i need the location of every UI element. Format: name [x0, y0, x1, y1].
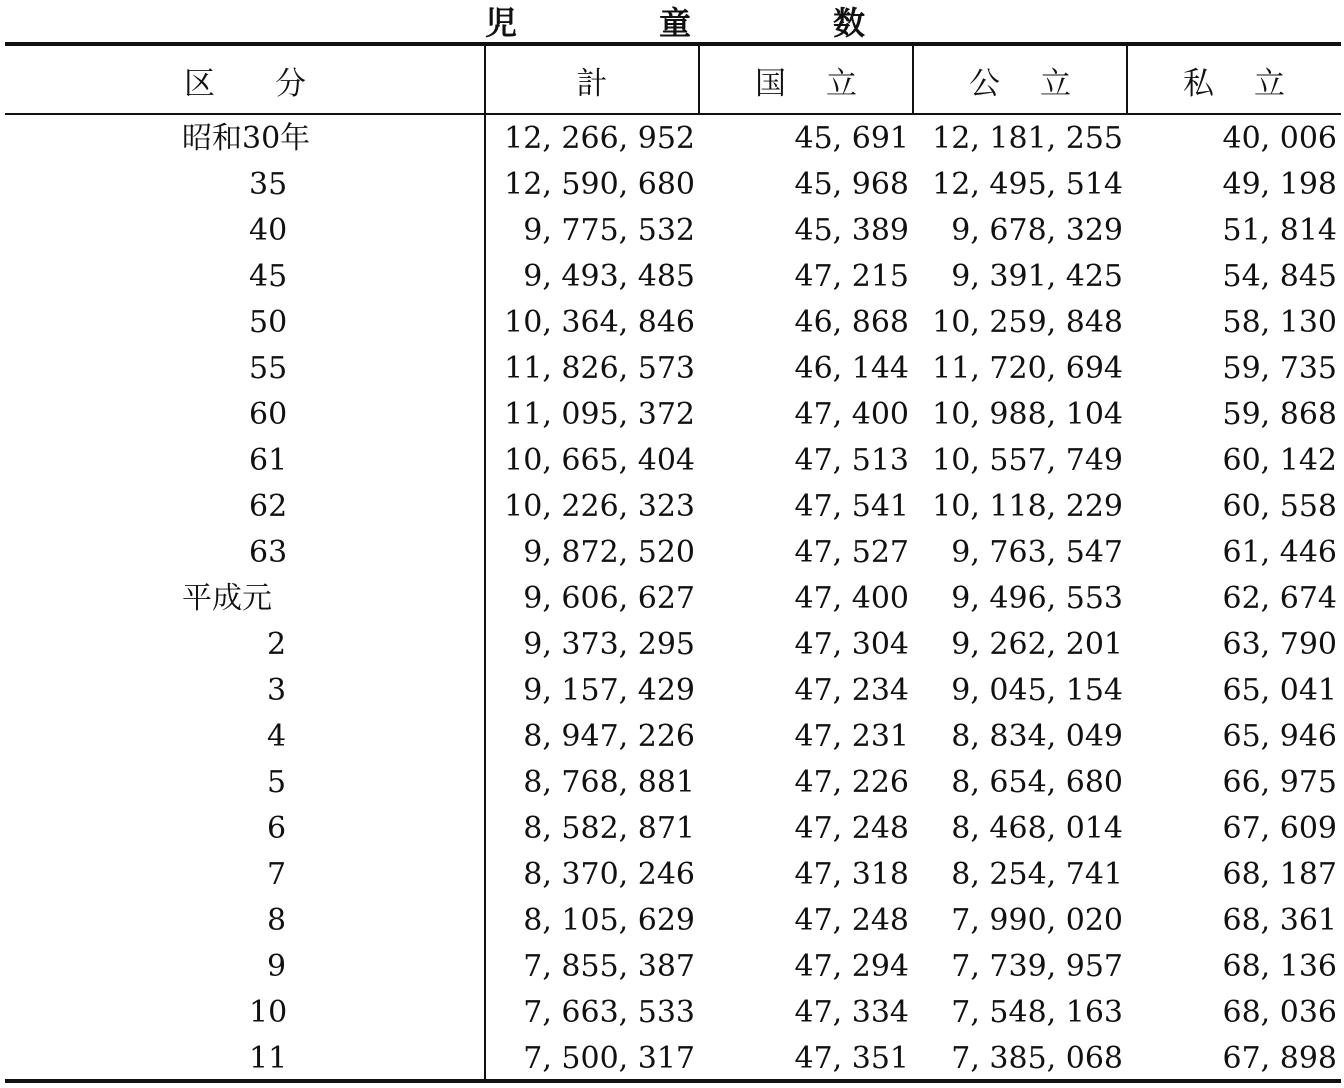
cell-national: 46, 868 [794, 305, 909, 340]
cell-national: 47, 527 [794, 535, 909, 570]
row-label: 9 [267, 949, 287, 984]
row-label-cell [5, 484, 485, 530]
row-label-cell [5, 300, 485, 346]
cell-private: 65, 946 [1222, 719, 1337, 754]
row-label: 61 [249, 443, 288, 478]
title-char: 数 [832, 4, 865, 42]
header-public-char: 立 [1040, 65, 1071, 102]
cell-private: 63, 790 [1222, 627, 1337, 662]
cell-public: 10, 988, 104 [932, 397, 1123, 432]
cell-national: 47, 304 [794, 627, 909, 662]
cell-public: 8, 834, 049 [951, 719, 1123, 754]
cell-public: 9, 678, 329 [951, 213, 1123, 248]
cell-national: 47, 351 [794, 1041, 909, 1076]
cell-private: 54, 845 [1222, 259, 1337, 294]
cell-national: 47, 541 [794, 489, 909, 524]
header-public-char: 公 [969, 65, 1000, 102]
row-label: 6 [267, 811, 287, 846]
header-private [1128, 46, 1340, 114]
row-label: 7 [267, 857, 287, 892]
row-label: 平成元 [182, 581, 272, 616]
cell-total: 8, 768, 881 [523, 765, 695, 800]
cell-private: 59, 735 [1222, 351, 1337, 386]
cell-public: 9, 262, 201 [951, 627, 1123, 662]
cell-private: 67, 609 [1222, 811, 1337, 846]
cell-total: 8, 947, 226 [523, 719, 695, 754]
cell-total: 12, 266, 952 [504, 121, 695, 156]
table-row [5, 852, 1341, 898]
row-label: 50 [249, 305, 288, 340]
cell-total: 12, 590, 680 [504, 167, 695, 202]
cell-total: 11, 826, 573 [504, 351, 695, 386]
table-row [5, 622, 1341, 668]
header-national [700, 46, 912, 114]
table-title [485, 0, 865, 42]
table-row [5, 806, 1341, 852]
table-row [5, 438, 1341, 484]
cell-national: 47, 226 [794, 765, 909, 800]
cell-private: 40, 006 [1222, 121, 1337, 156]
row-label-cell [5, 668, 485, 714]
row-label: 62 [249, 489, 288, 524]
cell-total: 9, 606, 627 [523, 581, 695, 616]
row-label: 昭和30年 [182, 121, 311, 156]
row-label-cell [5, 806, 485, 852]
table-row [5, 300, 1341, 346]
cell-national: 45, 389 [794, 213, 909, 248]
cell-national: 47, 231 [794, 719, 909, 754]
row-label: 10 [249, 995, 288, 1030]
table-row [5, 254, 1341, 300]
row-label-cell [5, 392, 485, 438]
header-national-char: 立 [826, 65, 857, 102]
cell-national: 47, 318 [794, 857, 909, 892]
cell-private: 65, 041 [1222, 673, 1337, 708]
cell-private: 68, 361 [1222, 903, 1337, 938]
cell-public: 7, 548, 163 [951, 995, 1123, 1030]
cell-public: 12, 495, 514 [932, 167, 1123, 202]
cell-public: 7, 385, 068 [951, 1041, 1123, 1076]
table-row [5, 484, 1341, 530]
table-row [5, 530, 1341, 576]
data-rows [5, 116, 1341, 1082]
table-row [5, 208, 1341, 254]
cell-public: 12, 181, 255 [932, 121, 1123, 156]
cell-private: 51, 814 [1222, 213, 1337, 248]
table-row [5, 346, 1341, 392]
header-national-char: 国 [755, 65, 786, 102]
cell-national: 47, 248 [794, 811, 909, 846]
header-total-label: 計 [576, 65, 608, 102]
row-label-cell [5, 162, 485, 208]
cell-public: 8, 654, 680 [951, 765, 1123, 800]
cell-private: 61, 446 [1222, 535, 1337, 570]
header-category-char: 区 [184, 65, 215, 102]
cell-national: 46, 144 [794, 351, 909, 386]
cell-national: 47, 400 [794, 397, 909, 432]
cell-national: 47, 294 [794, 949, 909, 984]
cell-total: 7, 855, 387 [523, 949, 695, 984]
table-row [5, 990, 1341, 1036]
cell-national: 45, 691 [794, 121, 909, 156]
header-category [5, 46, 485, 114]
cell-private: 49, 198 [1222, 167, 1337, 202]
row-label-cell [5, 760, 485, 806]
cell-total: 10, 364, 846 [504, 305, 695, 340]
cell-national: 45, 968 [794, 167, 909, 202]
cell-total: 9, 775, 532 [523, 213, 695, 248]
cell-private: 68, 136 [1222, 949, 1337, 984]
row-label: 2 [267, 627, 287, 662]
header-private-char: 立 [1254, 65, 1285, 102]
cell-total: 8, 370, 246 [523, 857, 695, 892]
row-label: 5 [267, 765, 287, 800]
row-label-cell [5, 898, 485, 944]
cell-private: 62, 674 [1222, 581, 1337, 616]
cell-total: 7, 663, 533 [523, 995, 695, 1030]
header-total [486, 46, 698, 114]
cell-public: 8, 254, 741 [951, 857, 1123, 892]
cell-public: 10, 118, 229 [932, 489, 1123, 524]
row-label: 35 [249, 167, 288, 202]
row-label: 8 [267, 903, 287, 938]
cell-national: 47, 248 [794, 903, 909, 938]
table-row [5, 162, 1341, 208]
cell-public: 9, 045, 154 [951, 673, 1123, 708]
cell-private: 68, 036 [1222, 995, 1337, 1030]
table-row [5, 1036, 1341, 1082]
cell-total: 10, 226, 323 [504, 489, 695, 524]
row-label-cell [5, 116, 485, 162]
cell-total: 8, 582, 871 [523, 811, 695, 846]
cell-private: 59, 868 [1222, 397, 1337, 432]
table-row [5, 714, 1341, 760]
cell-private: 60, 558 [1222, 489, 1337, 524]
cell-public: 10, 259, 848 [932, 305, 1123, 340]
row-label-cell [5, 622, 485, 668]
row-label-cell [5, 254, 485, 300]
row-label-cell [5, 576, 485, 622]
cell-private: 66, 975 [1222, 765, 1337, 800]
cell-private: 60, 142 [1222, 443, 1337, 478]
cell-total: 8, 105, 629 [523, 903, 695, 938]
cell-national: 47, 513 [794, 443, 909, 478]
row-label: 45 [249, 259, 288, 294]
row-label-cell [5, 852, 485, 898]
row-label: 40 [249, 213, 288, 248]
cell-total: 11, 095, 372 [504, 397, 695, 432]
cell-national: 47, 215 [794, 259, 909, 294]
row-label: 63 [249, 535, 288, 570]
cell-national: 47, 400 [794, 581, 909, 616]
table-row [5, 760, 1341, 806]
cell-total: 9, 872, 520 [523, 535, 695, 570]
cell-public: 9, 763, 547 [951, 535, 1123, 570]
row-label-cell [5, 438, 485, 484]
header-category-char: 分 [275, 65, 306, 102]
row-label: 3 [267, 673, 287, 708]
cell-total: 9, 157, 429 [523, 673, 695, 708]
table-row [5, 392, 1341, 438]
cell-public: 9, 391, 425 [951, 259, 1123, 294]
row-label-cell [5, 714, 485, 760]
row-label-cell [5, 944, 485, 990]
cell-total: 9, 493, 485 [523, 259, 695, 294]
row-label-cell [5, 990, 485, 1036]
row-label-cell [5, 1036, 485, 1082]
cell-total: 7, 500, 317 [523, 1041, 695, 1076]
cell-public: 11, 720, 694 [932, 351, 1123, 386]
cell-private: 68, 187 [1222, 857, 1337, 892]
cell-national: 47, 234 [794, 673, 909, 708]
cell-public: 8, 468, 014 [951, 811, 1123, 846]
table-row [5, 898, 1341, 944]
header-private-char: 私 [1183, 65, 1214, 102]
table-row [5, 116, 1341, 162]
row-label-cell [5, 530, 485, 576]
row-label: 11 [249, 1041, 288, 1076]
cell-national: 47, 334 [794, 995, 909, 1030]
cell-public: 7, 739, 957 [951, 949, 1123, 984]
row-label: 4 [267, 719, 287, 754]
table-row [5, 944, 1341, 990]
table-row [5, 576, 1341, 622]
title-char: 児 [485, 4, 518, 42]
row-label-cell [5, 208, 485, 254]
cell-public: 7, 990, 020 [951, 903, 1123, 938]
cell-total: 9, 373, 295 [523, 627, 695, 662]
title-char: 童 [658, 4, 691, 42]
table-row [5, 668, 1341, 714]
row-label-cell [5, 346, 485, 392]
cell-public: 10, 557, 749 [932, 443, 1123, 478]
row-label: 60 [249, 397, 288, 432]
header-public [914, 46, 1126, 114]
row-label: 55 [249, 351, 288, 386]
cell-private: 67, 898 [1222, 1041, 1337, 1076]
cell-private: 58, 130 [1222, 305, 1337, 340]
cell-public: 9, 496, 553 [951, 581, 1123, 616]
cell-total: 10, 665, 404 [504, 443, 695, 478]
